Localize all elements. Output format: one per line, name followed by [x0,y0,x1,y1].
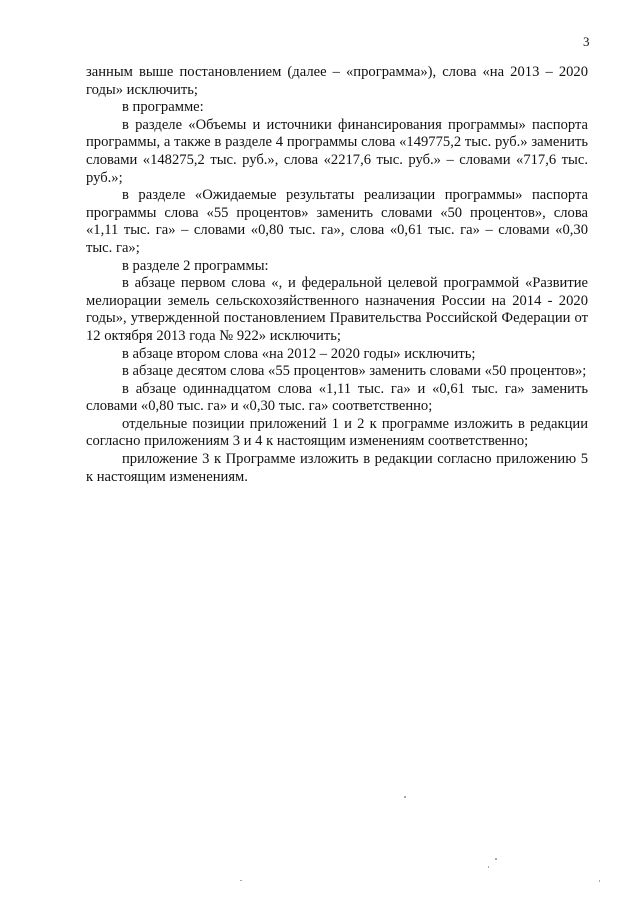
paragraph-tenth-abzac: в абзаце десятом слова «55 процентов» заменить словами «50 процентов»; [122,363,587,380]
paragraph-financing-section: в разделе «Объемы и источники финансирования программы» паспорта программы, а также в разделе 4 программы слова «149775,2 тыс. руб.» заменить словами «148275,2 тыс. руб.», слова «2217,6 тыс. руб.» – словами «717,6 тыс. руб.»; [86,116,588,186]
paragraph-expected-results: в разделе «Ожидаемые результаты реализации программы» паспорта программы слова «55 процентов» заменить словами «50 процентов», слова «1,11 тыс. га» – словами «0,80 тыс. га», слова «0,61 тыс. га» – словами «0,30 тыс. га»; [86,187,588,256]
paragraph-second-abzac: в абзаце втором слова «на 2012 – 2020 годы» исключить; [122,345,476,362]
paragraph-appendices-1-2: отдельные позиции приложений 1 и 2 к программе изложить в редакции согласно приложениям 3 и 4 к настоящим изменениям соответственно; [86,415,588,450]
paragraph-section-2: в разделе 2 программы: [122,257,269,274]
scan-speck [404,796,406,798]
paragraph-eleventh-abzac: в абзаце одиннадцатом слова «1,11 тыс. га» и «0,61 тыс. га» заменить словами «0,80 тыс. га» и «0,30 тыс. га» соответственно; [86,380,588,415]
scan-speck [488,866,489,868]
paragraph-in-program: в программе: [122,99,204,116]
scan-speck [599,880,600,882]
paragraph-appendix-3: приложение 3 к Программе изложить в редакции согласно приложению 5 к настоящим изменениям. [86,451,588,485]
document-body [86,64,588,486]
paragraph-continuation: занным выше постановлением (далее – «программа»), слова «на 2013 – 2020 годы» исключить; [86,64,588,98]
paragraph-first-abzac: в абзаце первом слова «, и федеральной целевой программой «Развитие мелиорации земель сельскохозяйственного назначения России на 2014 - 2020 годы», утвержденной постановлением Правительства Российской Федерации от 12 октября 2013 года № 922» исключить; [86,275,588,344]
scan-speck [495,858,497,860]
page-number: 3 [583,34,590,49]
scan-speck [240,880,242,881]
